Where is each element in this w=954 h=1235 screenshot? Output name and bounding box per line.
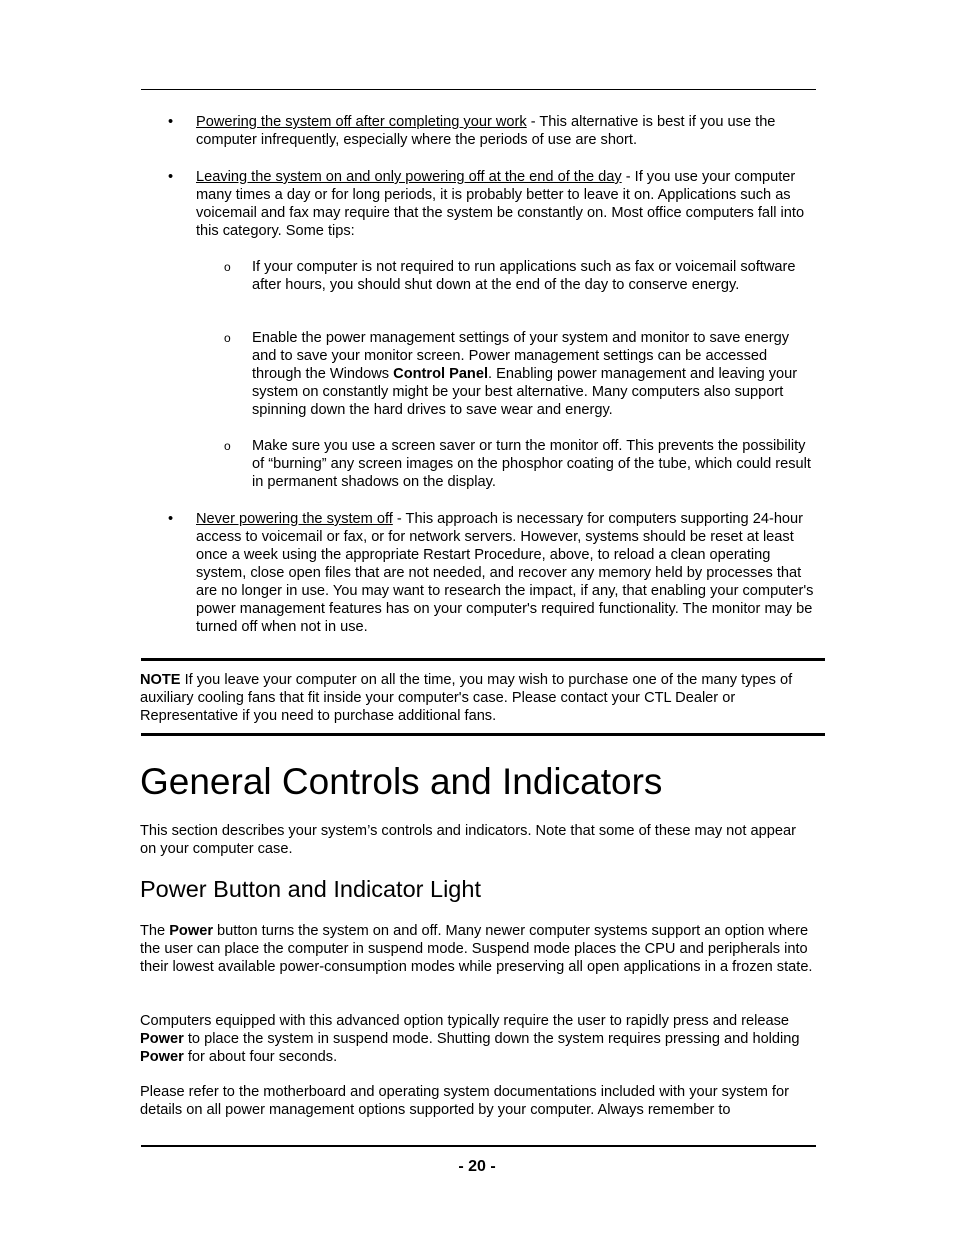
tip-power-management [224, 329, 816, 419]
tip-shutdown-end-of-day [224, 258, 816, 294]
power-paragraph-2 [140, 1012, 816, 1066]
section-intro [140, 822, 816, 858]
power-term: Power [140, 1049, 184, 1065]
power-term: Power [140, 1031, 184, 1047]
section-title: General Controls and Indicators [140, 761, 663, 802]
bullet-text: - If you use your computer many times a day or for long periods, it is probably better to leave it on. Applications such as voicemail and fax may require that the system be constantly on. Most office computers fall into this category. Some tips: [196, 169, 805, 239]
bullet-power-off-after-work [168, 113, 816, 149]
paragraph-text: The [140, 923, 170, 939]
tip-text: . Enabling power management and leaving your system on constantly might be your best alternative. Many computers also support spinning down the hard drives to save wear and energy. [252, 366, 798, 418]
power-term: Power [169, 923, 213, 939]
page-number: - 20 - [458, 1158, 496, 1175]
power-paragraph-3 [140, 1083, 816, 1119]
bullet-text: - This approach is necessary for computers supporting 24-hour access to voicemail or fax, or for network servers. However, systems should be reset at least once a week using the appropriate Restart Procedure, above, to reload a clean operating system, close open files that are not needed, and recover any memory held by processes that are no longer in use. You may want to research the impact, if any, that enabling your computer's power management features has on your computer's required functionality. The monitor may be turned off when not in use. [196, 511, 814, 635]
bullet-text: - This alternative is best if you use the computer infrequently, especially where the periods of use are short. [196, 114, 776, 148]
tip-text: Make sure you use a screen saver or turn the monitor off. This prevents the possibility of “burning” any screen images on the phosphor coating of the tube, which could result in permanent shadows on the display. [252, 438, 811, 490]
sub-bullet-marker: o [224, 331, 231, 345]
bullet-lead: Never powering the system off [196, 511, 393, 527]
paragraph-text: Computers equipped with this advanced option typically require the user to rapidly press and release [140, 1013, 789, 1029]
footer-rule [141, 1145, 816, 1147]
note-block [140, 671, 800, 725]
note-rule-top [141, 658, 825, 661]
bullet-leave-on [168, 168, 816, 240]
control-panel-term: Control Panel [393, 366, 489, 382]
bullet-marker: • [168, 511, 174, 527]
section-intro-text: This section describes your system’s controls and indicators. Note that some of these may not appear on your computer case. [140, 823, 796, 857]
bullet-never-power-off [168, 510, 816, 636]
note-rule-bottom [141, 733, 825, 736]
paragraph-text: button turns the system on and off. Many newer computer systems support an option where the user can place the computer in suspend mode. Suspend mode places the CPU and peripherals into their lowest available power-consumption modes while preserving all open applications in a frozen state. [140, 923, 813, 975]
paragraph-text: for about four seconds. [183, 1049, 338, 1065]
bullet-marker: • [168, 114, 174, 130]
paragraph-text: to place the system in suspend mode. Shutting down the system requires pressing and holding [183, 1031, 800, 1047]
tip-text: Enable the power management settings of your system and monitor to save energy and to save your monitor screen. Power management settings can be accessed through the Windows [252, 330, 790, 382]
paragraph-text: Please refer to the motherboard and operating system documentations included with your system for details on all power management options supported by your computer. Always remember to [140, 1084, 789, 1118]
bullet-marker: • [168, 169, 174, 185]
tip-text: If your computer is not required to run applications such as fax or voicemail software after hours, you should shut down at the end of the day to conserve energy. [252, 259, 796, 293]
header-rule [141, 89, 816, 90]
power-paragraph-1 [140, 922, 816, 976]
sub-bullet-marker: o [224, 260, 231, 274]
bullet-lead: Leaving the system on and only powering off at the end of the day [196, 169, 622, 185]
note-label: NOTE [140, 672, 181, 688]
subsection-title: Power Button and Indicator Light [140, 876, 481, 902]
bullet-lead: Powering the system off after completing your work [196, 114, 527, 130]
sub-bullet-marker: o [224, 439, 231, 453]
tip-screen-saver [224, 437, 816, 491]
note-text: If you leave your computer on all the time, you may wish to purchase one of the many types of auxiliary cooling fans that fit inside your computer's case. Please contact your CTL Dealer or Representative if you need to purchase additional fans. [140, 672, 793, 724]
